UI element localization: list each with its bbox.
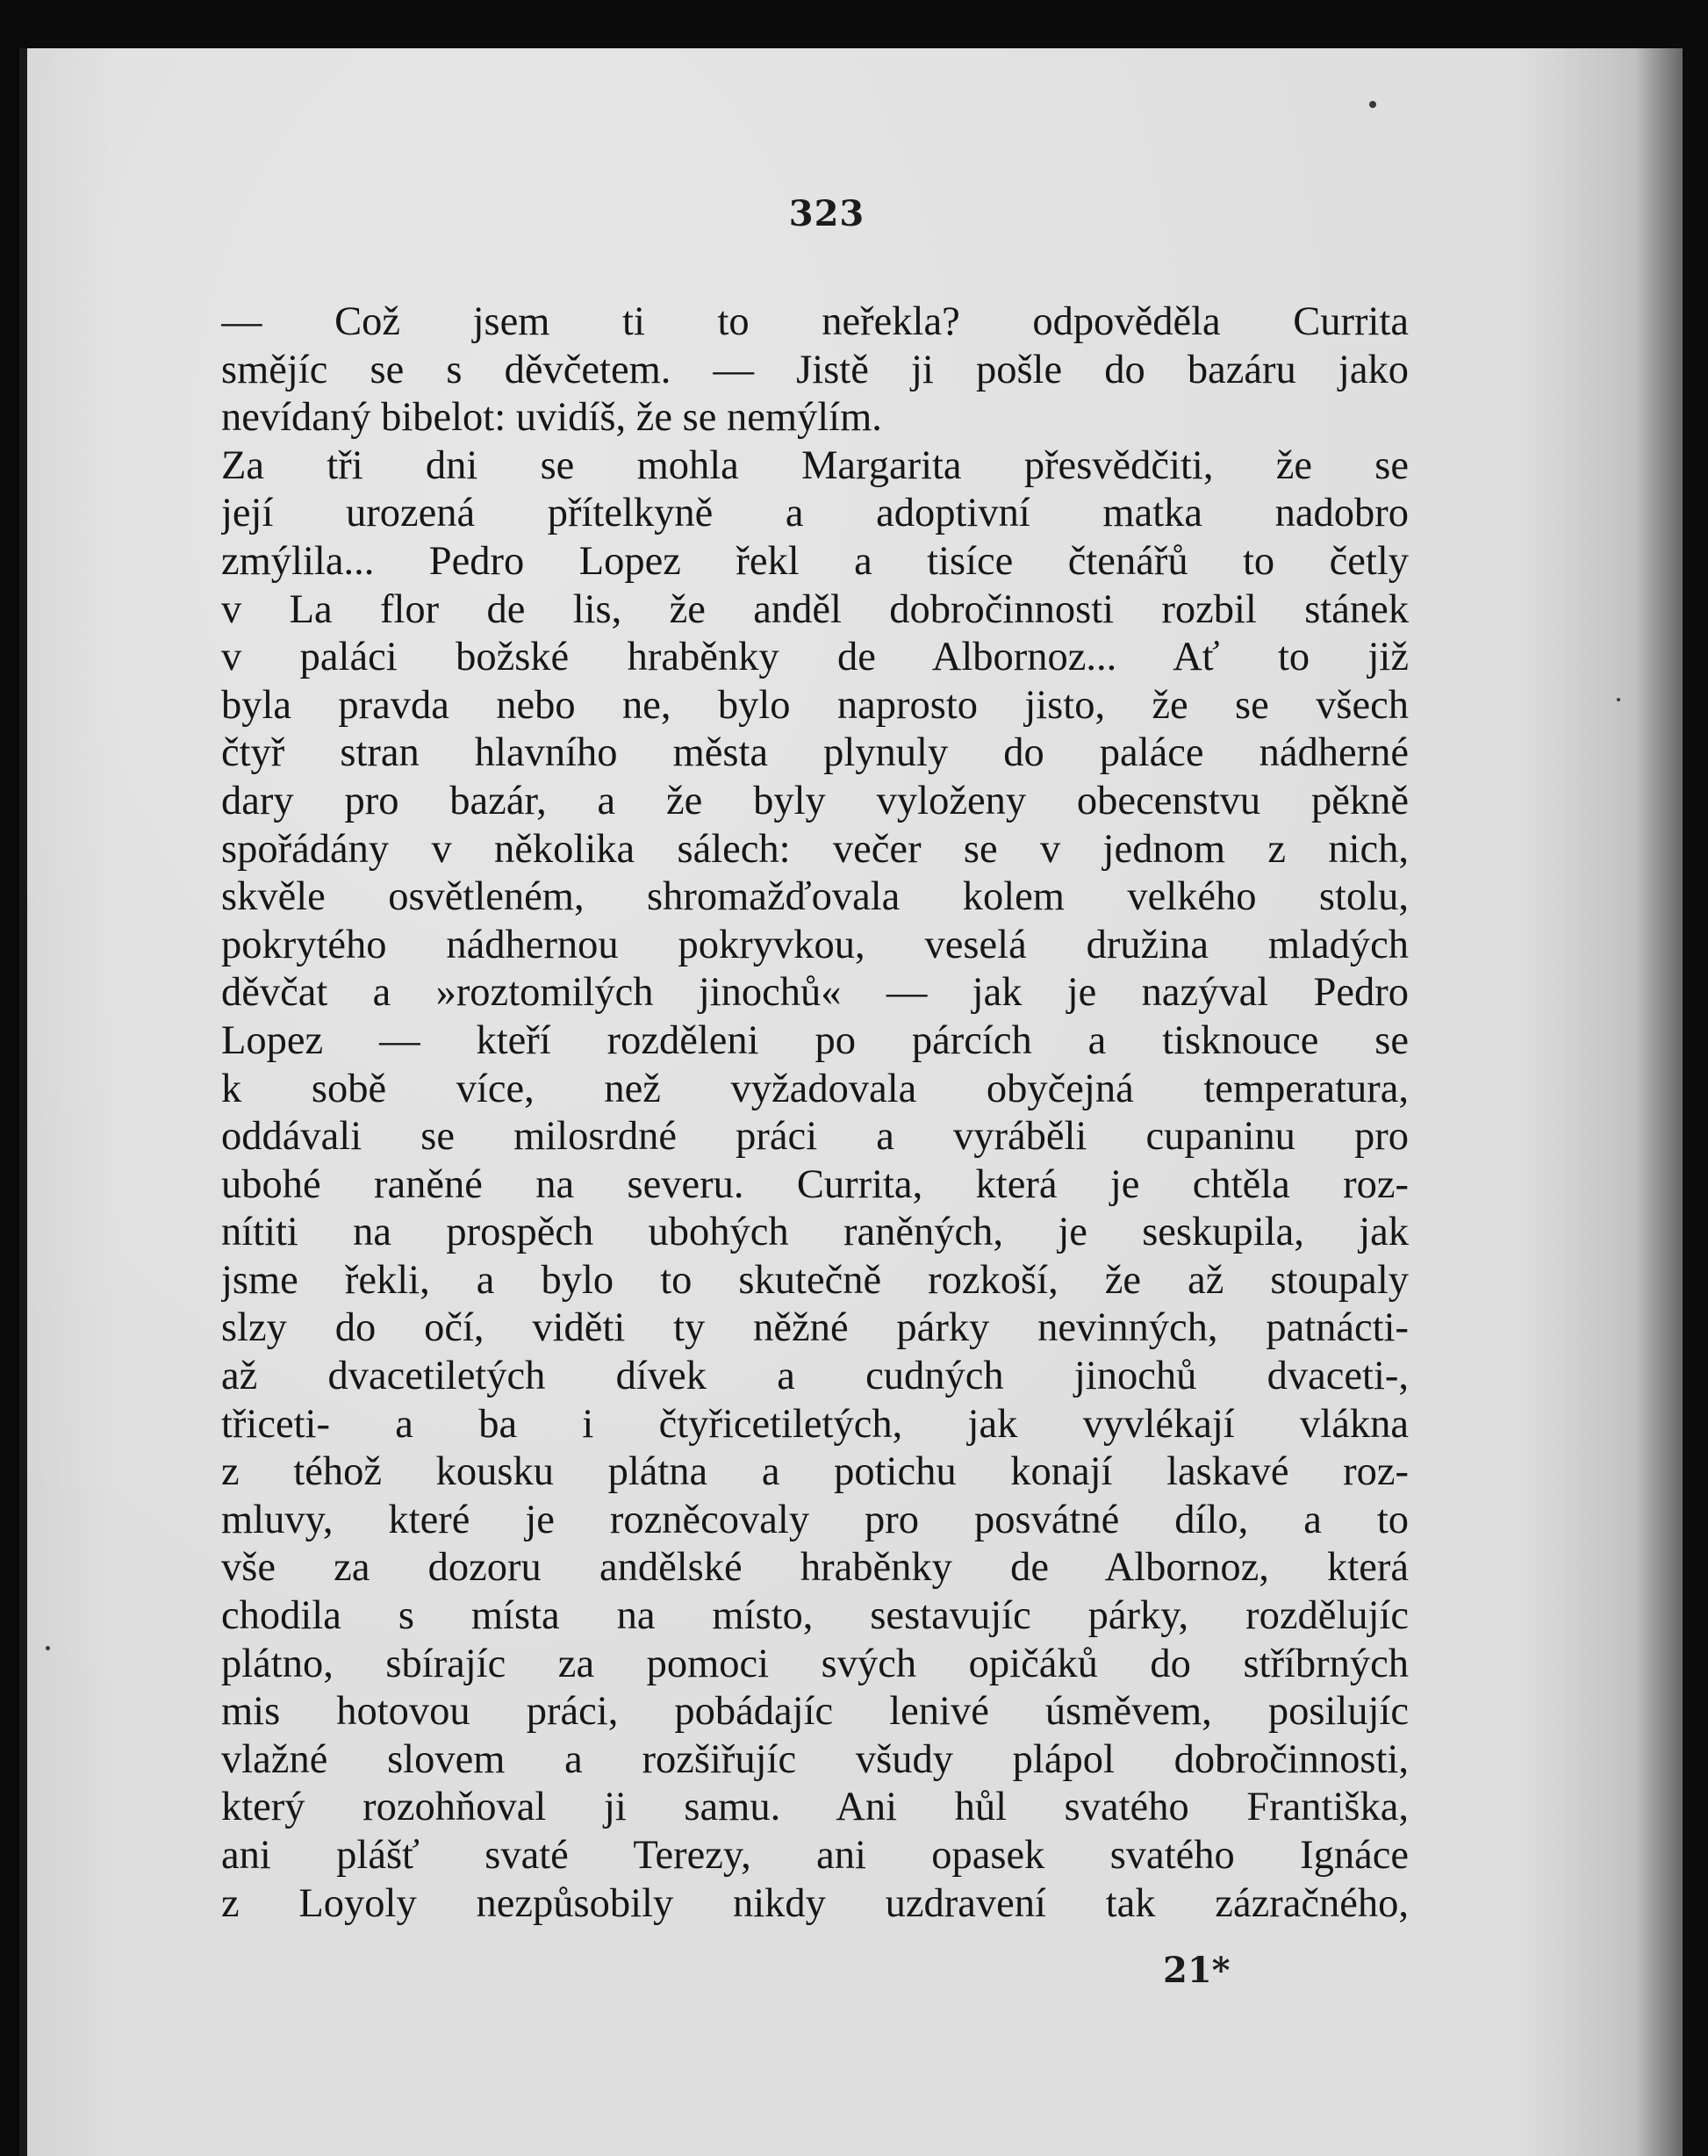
text-line: — Což jsem ti to neřekla? odpověděla Currita [221,299,1409,344]
book-page [19,48,1683,2156]
text-line: byla pravda nebo ne, bylo naprosto jisto, že se všech [221,682,1409,728]
page-right-shadow [1634,48,1683,2156]
text-line: nevídaný bibelot: uvidíš, že se nemýlím. [221,395,882,441]
text-line: mis hotovou práci, pobádajíc lenivé úsměvem, posilujíc [221,1689,1409,1735]
dust-speck [1369,101,1376,108]
text-line: chodila s místa na místo, sestavujíc párky, rozdělujíc [221,1593,1409,1639]
text-line: její urozená přítelkyně a adoptivní matka nadobro [221,491,1409,536]
text-line: oddávali se milosrdné práci a vyráběli cupaninu pro [221,1114,1409,1160]
text-line: dary pro bazár, a že byly vyloženy obecenstvu pěkně [221,778,1409,823]
text-line: z téhož kousku plátna a potichu konají laskavé roz- [221,1449,1409,1495]
text-line: z Loyoly nezpůsobily nikdy uzdravení tak zázračného, [221,1880,1409,1926]
text-line: ubohé raněné na severu. Currita, která je chtěla roz- [221,1161,1409,1207]
text-line: nítiti na prospěch ubohých raněných, je seskupila, jak [221,1210,1409,1255]
text-line: čtyř stran hlavního města plynuly do paláce nádherné [221,730,1409,776]
text-line: slzy do očí, viděti ty něžné párky nevinných, patnácti- [221,1305,1409,1351]
printer-signature-mark: 21* [1163,1950,1231,1991]
page-left-edge [19,48,27,2156]
text-line: Lopez — kteří rozděleni po párcích a tisknouce se [221,1017,1409,1063]
text-line: v paláci božské hraběnky de Albornoz... Ať to již [221,635,1409,680]
text-line: k sobě více, než vyžadovala obyčejná temperatura, [221,1066,1409,1111]
text-line: zmýlila... Pedro Lopez řekl a tisíce čtenářů to četly [221,538,1409,584]
text-line: mluvy, které je rozněcovaly pro posvátné dílo, a to [221,1497,1409,1542]
text-line: Za tři dni se mohla Margarita přesvědčiti, že se [221,442,1409,488]
dust-speck [46,1646,50,1650]
text-line: plátno, sbírajíc za pomoci svých opičáků do stříbrných [221,1641,1409,1686]
text-line: ani plášť svaté Terezy, ani opasek svatého Ignáce [221,1833,1409,1878]
text-line: až dvacetiletých dívek a cudných jinochů dvaceti-, [221,1354,1409,1399]
text-line: spořádány v několika sálech: večer se v jednom z nich, [221,826,1409,872]
text-line: pokrytého nádhernou pokryvkou, veselá družina mladých [221,922,1409,967]
text-line: který rozohňoval ji samu. Ani hůl svatého Františka, [221,1785,1409,1830]
text-line: smějíc se s děvčetem. — Jistě ji pošle do bazáru jako [221,347,1409,392]
text-line: vše za dozoru andělské hraběnky de Albornoz, která [221,1545,1409,1591]
dust-speck [1617,698,1620,701]
page-number: 323 [788,193,865,234]
text-line: v La flor de lis, že anděl dobročinnosti rozbil stánek [221,586,1409,632]
text-line: třiceti- a ba i čtyřicetiletých, jak vyvlékají vlákna [221,1401,1409,1447]
text-line: děvčat a »roztomilých jinochů« — jak je nazýval Pedro [221,970,1409,1016]
text-line: skvěle osvětleném, shromažďovala kolem velkého stolu, [221,874,1409,920]
text-line: vlažné slovem a rozšiřujíc všudy plápol dobročinnosti, [221,1736,1409,1782]
text-line: jsme řekli, a bylo to skutečně rozkoší, že až stoupaly [221,1257,1409,1303]
body-text [221,298,1409,1928]
